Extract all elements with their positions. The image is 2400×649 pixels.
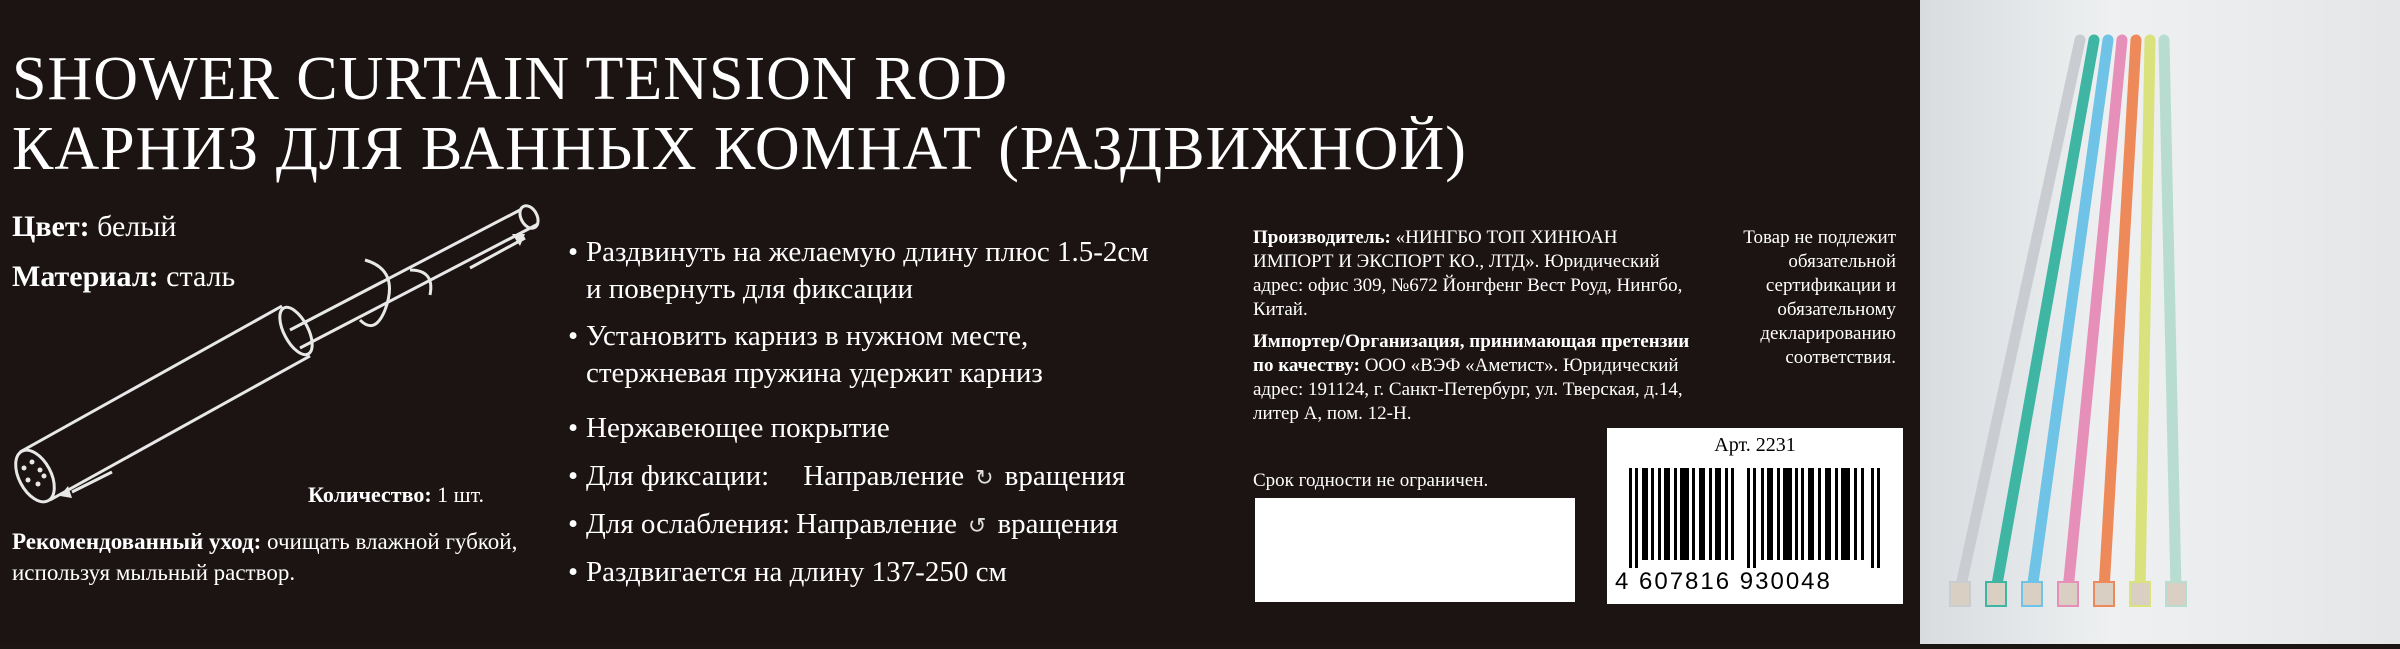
bullet-text: и повернуть для фиксации <box>586 273 914 305</box>
quantity <box>308 482 484 508</box>
bullet-text: вращения <box>1004 460 1126 492</box>
bullet-text: Нержавеющее покрытие <box>586 412 890 444</box>
care-value: очищать влажной губкой, используя мыльный раствор. <box>12 529 518 585</box>
bullet-text: Для ослабления: <box>586 508 791 540</box>
care-label: Рекомендованный уход: <box>12 529 262 554</box>
care-instructions <box>12 526 552 588</box>
quantity-value: 1 шт. <box>431 482 485 507</box>
rod-end-cap <box>1986 582 2006 606</box>
bullet-dot: • <box>568 412 579 444</box>
blank-label-box <box>1255 498 1575 602</box>
importer-label: Импортер/Организация, принимающая претензии по качеству: <box>1253 331 1690 376</box>
product-photo <box>1920 0 2400 644</box>
article-number: Арт. 2231 <box>1714 434 1796 456</box>
rod-end-cap <box>1950 582 1970 606</box>
rod <box>2140 40 2150 590</box>
material-value: сталь <box>158 260 236 293</box>
barcode-box <box>1607 428 1903 604</box>
title-english: SHOWER CURTAIN TENSION ROD <box>12 45 1009 113</box>
rod-end-cap <box>2022 582 2042 606</box>
bullet-text: Раздвигается на длину 137-250 см <box>586 556 1007 588</box>
color-value: белый <box>89 210 177 243</box>
rotate-clockwise-icon: ↻ <box>975 465 994 490</box>
manufacturer-value: «НИНГБО ТОП ХИНЮАН ИМПОРТ И ЭКСПОРТ КО., ЛТД». Юридический адрес: офис 309, №672 Йонгфенг Вест Роуд, Нингбо, Китай. <box>1253 227 1683 320</box>
quantity-label: Количество: <box>308 482 432 507</box>
importer-value: ООО «ВЭФ «Аметист». Юридический адрес: 191124, г. Санкт-Петербург, ул. Тверская, д.14, литер А, пом. 12-Н. <box>1253 355 1683 424</box>
manufacturer-info <box>1253 226 1693 426</box>
bullet-item <box>568 554 1007 591</box>
material-label: Материал: <box>12 260 159 293</box>
rod-end-cap <box>2130 582 2150 606</box>
manufacturer-label: Производитель: <box>1253 227 1391 248</box>
bullet-text: Направление <box>803 460 965 492</box>
rod-end-cap <box>2094 582 2114 606</box>
bullet-dot: • <box>568 460 579 492</box>
bullet-text: стержневая пружина удержит карниз <box>586 357 1043 389</box>
bullet-text: Установить карниз в нужном месте, <box>586 320 1029 352</box>
title-russian: КАРНИЗ ДЛЯ ВАННЫХ КОМНАТ (РАЗДВИЖНОЙ) <box>12 115 1467 183</box>
bullet-item <box>568 234 1149 308</box>
rod-end-cap <box>2058 582 2078 606</box>
barcode-icon <box>1629 468 1881 568</box>
rod <box>1960 40 2080 590</box>
rotate-counterclockwise-icon: ↺ <box>968 513 987 538</box>
bullet-dot: • <box>568 320 579 352</box>
bullet-item <box>568 506 1118 544</box>
bullet-dot: • <box>568 556 579 588</box>
bullet-item <box>568 318 1043 392</box>
tension-rod-illustration <box>0 190 560 510</box>
color-label: Цвет: <box>12 210 90 243</box>
bullet-text: Направление <box>796 508 957 540</box>
bullet-dot: • <box>568 508 579 540</box>
certification-note: Товар не подлежит обязательной сертификации и обязательному декларированию соответствия. <box>1743 227 1896 368</box>
colored-rods-image <box>1920 0 2400 644</box>
bullet-text: Раздвинуть на желаемую длину плюс 1.5-2см <box>586 236 1149 268</box>
barcode-number: 4 607816 930048 <box>1615 568 1832 595</box>
bullet-text: вращения <box>997 508 1119 540</box>
rod-end-cap <box>2166 582 2186 606</box>
bullet-text: Для фиксации: <box>586 460 770 492</box>
bullet-dot: • <box>568 236 579 268</box>
bullet-item <box>568 458 1125 496</box>
rod <box>2164 40 2176 590</box>
shelf-life: Срок годности не ограничен. <box>1253 470 1489 491</box>
bullet-item <box>568 410 890 447</box>
